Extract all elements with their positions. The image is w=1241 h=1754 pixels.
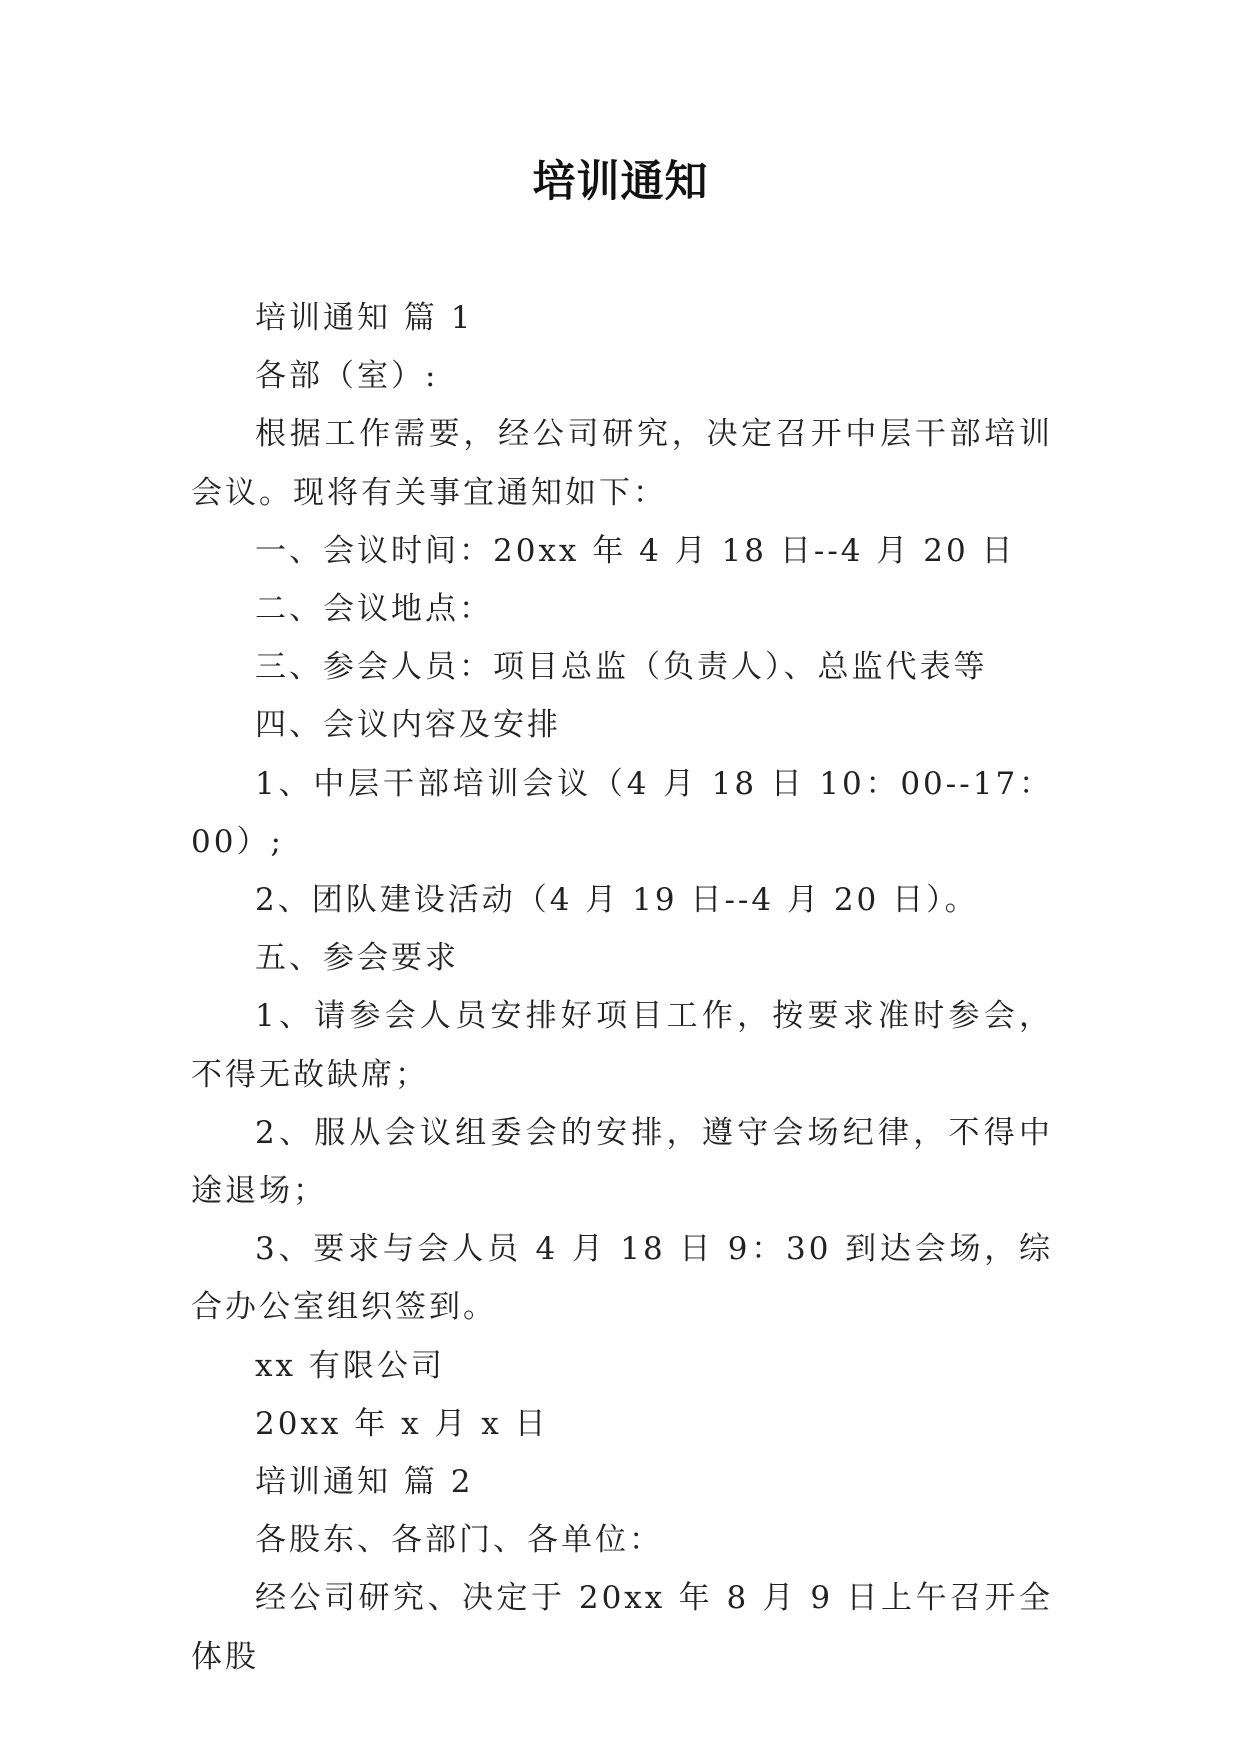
- intro-paragraph: 根据工作需要，经公司研究，决定召开中层干部培训会议。现将有关事宜通知如下：: [191, 416, 1053, 511]
- intro-paragraph: 经公司研究、决定于 20xx 年 8 月 9 日上午召开全体股: [191, 1580, 1053, 1675]
- requirement-item: 3、要求与会人员 4 月 18 日 9：30 到达会场，综合办公室组织签到。: [191, 1231, 1053, 1326]
- agenda-item: 1、中层干部培训会议（4 月 18 日 10：00--17：00）;: [191, 765, 1053, 860]
- meeting-time: 一、会议时间：20xx 年 4 月 18 日--4 月 20 日: [255, 532, 1016, 569]
- signature-date: 20xx 年 x 月 x 日: [255, 1405, 549, 1442]
- section-heading-2: 培训通知 篇 2: [255, 1464, 474, 1501]
- document-title: 培训通知: [532, 157, 709, 207]
- salutation: 各股东、各部门、各单位：: [255, 1522, 663, 1559]
- section-heading-1: 培训通知 篇 1: [255, 300, 474, 336]
- requirement-item: 1、请参会人员安排好项目工作，按要求准时参会，不得无故缺席；: [191, 998, 1053, 1093]
- document-body: [191, 289, 1053, 1686]
- attendees: 三、参会人员：项目总监（负责人）、总监代表等: [255, 649, 988, 686]
- signature-company: xx 有限公司: [255, 1347, 445, 1384]
- requirement-item: 2、服从会议组委会的安排，遵守会场纪律，不得中途退场；: [191, 1114, 1053, 1210]
- agenda-item: 2、团队建设活动（4 月 19 日--4 月 20 日）。: [255, 882, 979, 919]
- meeting-location: 二、会议地点：: [255, 591, 493, 628]
- requirements-heading: 五、参会要求: [255, 940, 459, 977]
- agenda-heading: 四、会议内容及安排: [255, 707, 561, 744]
- salutation: 各部（室）:: [255, 358, 439, 395]
